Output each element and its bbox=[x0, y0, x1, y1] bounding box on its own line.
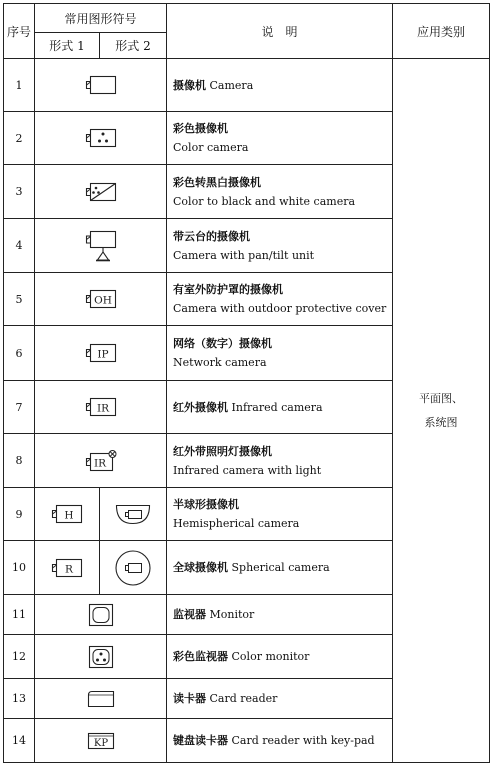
symbol-cell bbox=[35, 219, 167, 273]
row-number: 7 bbox=[4, 381, 35, 434]
header-form2: 形式 2 bbox=[100, 33, 167, 59]
header-description: 说 明 bbox=[167, 4, 393, 59]
symbol-cell bbox=[35, 326, 167, 381]
description-cell bbox=[167, 273, 393, 326]
description-en: Color to black and white camera bbox=[173, 194, 356, 208]
header-form1: 形式 1 bbox=[35, 33, 100, 59]
description-cell bbox=[167, 679, 393, 719]
symbol-cell bbox=[35, 635, 167, 679]
symbol-cell bbox=[35, 595, 167, 635]
symbol-cell bbox=[35, 112, 167, 165]
description-cell bbox=[167, 719, 393, 763]
symbol-table bbox=[3, 3, 490, 763]
description-cn: 摄像机 bbox=[173, 78, 207, 92]
symbol-cell bbox=[35, 381, 167, 434]
description-cn: 读卡器 bbox=[173, 692, 207, 705]
symbol-label: IP bbox=[96, 348, 109, 361]
header-symbols: 常用图形符号 bbox=[35, 4, 167, 33]
row-number: 5 bbox=[4, 273, 35, 326]
row-number: 14 bbox=[4, 719, 35, 763]
description-cell bbox=[167, 541, 393, 595]
outdoor-camera-icon bbox=[84, 288, 118, 310]
row-number: 6 bbox=[4, 326, 35, 381]
row-number: 8 bbox=[4, 434, 35, 488]
description-cn: 半球形摄像机 bbox=[173, 498, 240, 511]
description-en: Spherical camera bbox=[231, 561, 330, 574]
symbol-form1-cell bbox=[35, 488, 100, 541]
description-cell bbox=[167, 219, 393, 273]
symbol-form2-cell bbox=[100, 488, 167, 541]
description-cell bbox=[167, 488, 393, 541]
row-number: 9 bbox=[4, 488, 35, 541]
symbol-cell bbox=[35, 165, 167, 219]
description-en: Camera bbox=[209, 78, 254, 92]
camera-icon bbox=[84, 74, 118, 96]
description-en: Camera with outdoor protective cover bbox=[173, 302, 387, 315]
symbol-cell bbox=[35, 434, 167, 488]
header-category: 应用类别 bbox=[393, 4, 490, 59]
row-number: 11 bbox=[4, 595, 35, 635]
header-seq: 序号 bbox=[4, 4, 35, 59]
network-camera-icon bbox=[84, 342, 118, 364]
description-en: Card reader bbox=[209, 692, 278, 705]
description-cn: 监视器 bbox=[173, 608, 207, 621]
description-cell bbox=[167, 59, 393, 112]
description-cn: 全球摄像机 bbox=[173, 561, 229, 574]
description-cn: 彩色转黑白摄像机 bbox=[173, 175, 262, 189]
symbol-cell bbox=[35, 59, 167, 112]
color-monitor-icon bbox=[87, 644, 115, 670]
row-number: 12 bbox=[4, 635, 35, 679]
category-line-1: 平面图、 bbox=[419, 391, 464, 405]
hemispherical-camera-icon bbox=[50, 503, 84, 525]
description-en: Network camera bbox=[173, 356, 267, 369]
spherical-camera-form2-icon bbox=[113, 548, 153, 588]
description-cn: 键盘读卡器 bbox=[173, 734, 229, 747]
row-number: 2 bbox=[4, 112, 35, 165]
description-en: Camera with pan/tilt unit bbox=[173, 248, 315, 262]
description-cn: 彩色摄像机 bbox=[173, 122, 229, 135]
description-en: Infrared camera with light bbox=[173, 463, 322, 477]
description-cell bbox=[167, 434, 393, 488]
infrared-camera-icon bbox=[84, 396, 118, 418]
row-number: 13 bbox=[4, 679, 35, 719]
row-number: 1 bbox=[4, 59, 35, 112]
spherical-camera-icon bbox=[50, 557, 84, 579]
description-cell bbox=[167, 635, 393, 679]
category-cell bbox=[393, 59, 490, 763]
description-en: Monitor bbox=[209, 608, 255, 621]
symbol-label: KP bbox=[93, 737, 108, 749]
infrared-light-camera-icon bbox=[84, 449, 118, 473]
color-camera-icon bbox=[84, 127, 118, 149]
description-cn: 有室外防护罩的摄像机 bbox=[173, 283, 284, 296]
description-cell bbox=[167, 165, 393, 219]
symbol-form2-cell bbox=[100, 541, 167, 595]
symbol-label: IR bbox=[93, 457, 106, 469]
description-cn: 红外带照明灯摄像机 bbox=[173, 444, 273, 458]
description-cn: 网络（数字）摄像机 bbox=[173, 337, 273, 350]
description-cn: 红外摄像机 bbox=[173, 400, 229, 414]
description-cn: 彩色监视器 bbox=[173, 650, 229, 663]
symbol-label: OH bbox=[93, 294, 112, 307]
description-cell bbox=[167, 381, 393, 434]
color-to-bw-camera-icon bbox=[84, 181, 118, 203]
description-cell bbox=[167, 595, 393, 635]
category-line-2: 系统图 bbox=[424, 415, 458, 429]
hemispherical-camera-form2-icon bbox=[113, 502, 153, 526]
keypad-card-reader-icon bbox=[86, 731, 116, 751]
description-en: Color monitor bbox=[231, 650, 310, 663]
symbol-cell bbox=[35, 679, 167, 719]
description-en: Infrared camera bbox=[231, 400, 323, 414]
description-en: Hemispherical camera bbox=[173, 517, 300, 530]
symbol-label: IR bbox=[96, 402, 109, 415]
description-cn: 带云台的摄像机 bbox=[173, 229, 251, 243]
symbol-cell bbox=[35, 273, 167, 326]
symbol-label: H bbox=[64, 509, 74, 522]
pan-tilt-camera-icon bbox=[84, 229, 118, 263]
symbol-label: R bbox=[65, 563, 73, 575]
row-number: 3 bbox=[4, 165, 35, 219]
row-number: 10 bbox=[4, 541, 35, 595]
card-reader-icon bbox=[86, 689, 116, 709]
row-number: 4 bbox=[4, 219, 35, 273]
description-cell bbox=[167, 326, 393, 381]
description-en: Color camera bbox=[173, 141, 249, 154]
monitor-icon bbox=[87, 602, 115, 628]
description-en: Card reader with key-pad bbox=[231, 734, 375, 747]
description-cell bbox=[167, 112, 393, 165]
symbol-form1-cell bbox=[35, 541, 100, 595]
symbol-cell bbox=[35, 719, 167, 763]
table-row bbox=[4, 59, 490, 112]
